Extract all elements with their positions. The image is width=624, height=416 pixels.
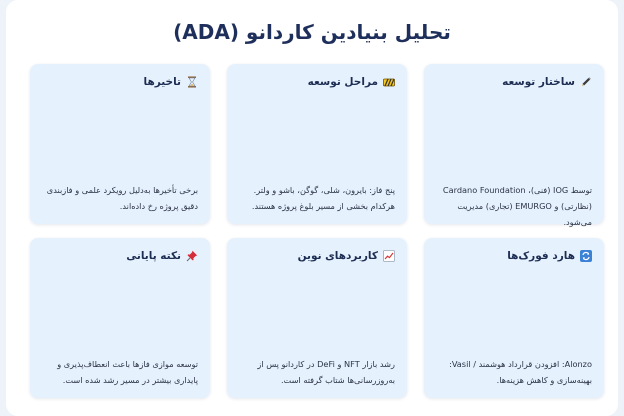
card-body: توسط IOG (فنی)، Cardano Foundation (نظارتی) و EMURGO (تجاری) مدیریت می‌شود.: [442, 185, 592, 227]
card-new-applications: [227, 238, 407, 398]
card-development-stages: [227, 64, 407, 224]
pushpin-icon: [186, 250, 198, 262]
card-title: کاربردهای نوین: [297, 250, 378, 262]
card-body: Alonzo: افزودن قرارداد هوشمند / Vasil: بهینه‌سازی و کاهش هزینه‌ها.: [449, 359, 592, 385]
card-title: ساختار توسعه: [502, 76, 575, 88]
pencil-icon: [580, 76, 592, 88]
card-header: [239, 64, 395, 88]
card-header: [436, 64, 592, 88]
card-header: [436, 238, 592, 262]
page-title: تحلیل بنیادین کاردانو (ADA): [173, 20, 451, 44]
card-header: [42, 238, 198, 262]
card-title: هارد فورک‌ها: [507, 250, 575, 262]
card-development-structure: [424, 64, 604, 227]
construction-icon: [383, 76, 395, 88]
cards-grid: [30, 64, 604, 398]
card-header: [42, 64, 198, 88]
card-body: پنج فاز: بایرون، شلی، گوگن، باشو و ولتر. هرکدام بخشی از مسیر بلوغ پروژه هستند.: [251, 185, 395, 211]
card-final-note: [30, 238, 210, 398]
card-body: توسعه موازی فازها باعث انعطاف‌پذیری و پایداری بیشتر در مسیر رشد شده است.: [57, 359, 198, 385]
card-title: نکته پایانی: [126, 250, 181, 262]
card-delays: [30, 64, 210, 224]
hourglass-icon: [186, 76, 198, 88]
card-hard-forks: [424, 238, 604, 398]
sync-icon: [580, 250, 592, 262]
page-container: [6, 0, 618, 416]
chart-up-icon: [383, 250, 395, 262]
card-header: [239, 238, 395, 262]
card-title: مراحل توسعه: [307, 76, 378, 88]
card-body: برخی تأخیرها به‌دلیل رویکرد علمی و فازبندی دقیق پروژه رخ داده‌اند.: [46, 185, 198, 211]
card-body: رشد بازار NFT و DeFi در کاردانو پس از به‌روزرسانی‌ها شتاب گرفته است.: [257, 359, 395, 385]
card-title: تاخیرها: [143, 76, 181, 88]
